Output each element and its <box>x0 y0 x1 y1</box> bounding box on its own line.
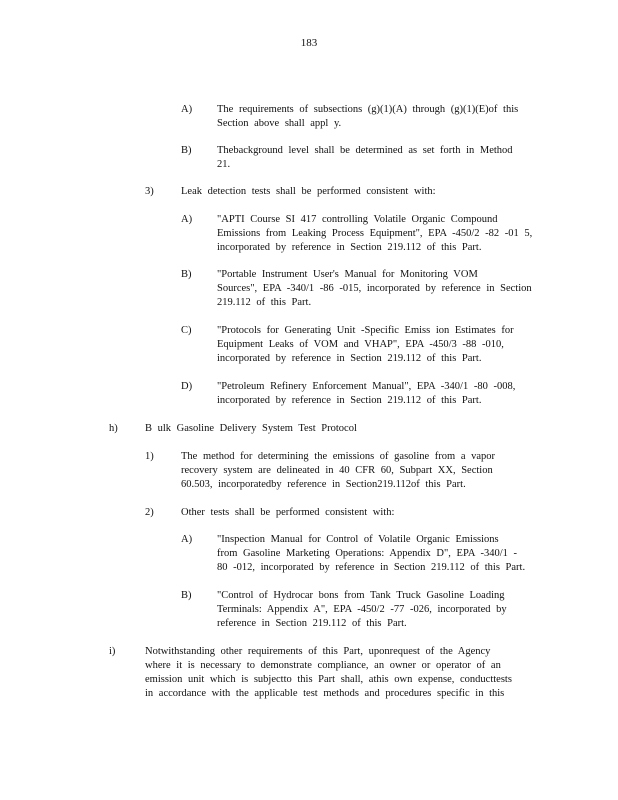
item-text <box>217 533 525 575</box>
section-text <box>145 645 512 701</box>
text-line: 80 -012, incorporated by reference in Section 219.112 of this Part. <box>217 562 526 573</box>
item-label: A) <box>181 104 193 115</box>
item-text <box>217 268 532 310</box>
text-line: incorporated by reference in Section 219.112 of this Part. <box>217 242 482 253</box>
text-line: recovery system are delineated in 40 CFR 60, Subpart XX, Section <box>181 465 493 476</box>
section-heading <box>145 422 357 436</box>
item-text <box>181 506 394 520</box>
text-line: The method for determining the emissions of gasoline from a vapor <box>181 451 496 462</box>
text-line: 21. <box>217 159 231 170</box>
text-line: incorporated by reference in Section 219.112 of this Part. <box>217 353 482 364</box>
section-label: i) <box>109 646 116 657</box>
text-line: "Protocols for Generating Unit -Specific Emiss ion Estimates for <box>217 325 514 336</box>
item-text <box>217 589 507 631</box>
item-label: B) <box>181 145 192 156</box>
text-line: Notwithstanding other requirements of this Part, uponrequest of the Agency <box>145 646 491 657</box>
item-text <box>217 324 514 366</box>
text-line: B ulk Gasoline Delivery System Test Protocol <box>145 423 357 434</box>
text-line: "Inspection Manual for Control of Volatile Organic Emissions <box>217 534 499 545</box>
item-label: 3) <box>145 186 154 197</box>
text-line: 60.503, incorporatedby reference in Section219.112of this Part. <box>181 479 466 490</box>
text-line: Emissions from Leaking Process Equipment", EPA -450/2 -82 -01 5, <box>217 228 533 239</box>
item-text <box>181 450 495 492</box>
item-label: A) <box>181 214 193 225</box>
item-label: 2) <box>145 507 154 518</box>
text-line: "APTI Course SI 417 controlling Volatile Organic Compound <box>217 214 498 225</box>
text-line: Leak detection tests shall be performed consistent with: <box>181 186 436 197</box>
text-line: The requirements of subsections (g)(1)(A) through (g)(1)(E)of this <box>217 104 519 115</box>
text-line: Sources", EPA -340/1 -86 -015, incorporated by reference in Section <box>217 283 532 294</box>
item-text <box>217 213 532 255</box>
text-line: "Portable Instrument User's Manual for Monitoring VOM <box>217 269 478 280</box>
item-text <box>181 185 436 199</box>
text-line: where it is necessary to demonstrate compliance, an owner or operator of an <box>145 660 501 671</box>
text-line: "Petroleum Refinery Enforcement Manual", EPA -340/1 -80 -008, <box>217 381 516 392</box>
text-line: in accordance with the applicable test methods and procedures specific in this <box>145 688 505 699</box>
text-line: Equipment Leaks of VOM and VHAP", EPA -450/3 -88 -010, <box>217 339 504 350</box>
item-label: A) <box>181 534 193 545</box>
text-line: Thebackground level shall be determined as set forth in Method <box>217 145 513 156</box>
text-line: from Gasoline Marketing Operations: Appendix D", EPA -340/1 - <box>217 548 517 559</box>
text-line: Terminals: Appendix A", EPA -450/2 -77 -026, incorporated by <box>217 604 507 615</box>
item-text <box>217 380 515 408</box>
item-label: 1) <box>145 451 154 462</box>
item-label: D) <box>181 381 193 392</box>
page-number: 183 <box>300 37 318 49</box>
item-label: B) <box>181 590 192 601</box>
text-line: reference in Section 219.112 of this Part. <box>217 618 407 629</box>
text-line: incorporated by reference in Section 219.112 of this Part. <box>217 395 482 406</box>
text-line: Other tests shall be performed consistent with: <box>181 507 395 518</box>
text-line: 219.112 of this Part. <box>217 297 312 308</box>
text-line: Section above shall appl y. <box>217 118 342 129</box>
text-line: "Control of Hydrocar bons from Tank Truck Gasoline Loading <box>217 590 505 601</box>
section-label: h) <box>109 423 118 434</box>
item-text <box>217 103 518 131</box>
item-text <box>217 144 513 172</box>
item-label: C) <box>181 325 192 336</box>
item-label: B) <box>181 269 192 280</box>
text-line: emission unit which is subjectto this Part shall, athis own expense, conducttests <box>145 674 512 685</box>
